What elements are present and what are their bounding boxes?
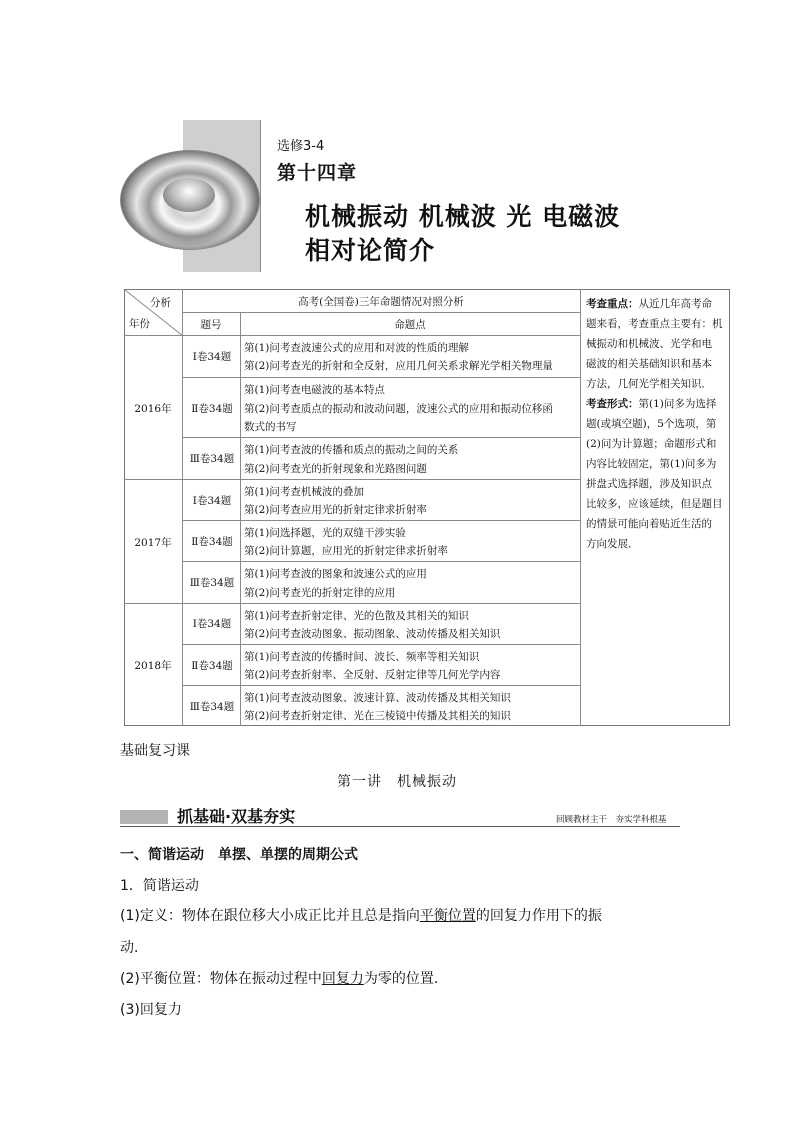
table-main-header: 高考(全国卷)三年命题情况对照分析 — [298, 296, 464, 308]
chapter-bar-edge — [260, 120, 261, 272]
lesson-title: 第一讲 机械振动 — [337, 774, 457, 790]
exam-point-line: 第(2)问考查光的折射定律的应用 — [244, 587, 396, 599]
focus-line: 械振动和机械波、光学和电 — [586, 338, 712, 350]
year-label: 2017年 — [134, 537, 172, 549]
col-header-points: 命题点 — [394, 319, 426, 331]
subsection-heading: 1．简谐运动 — [120, 878, 199, 894]
exam-point-line: 第(2)问考查应用光的折射定律求折射率 — [244, 504, 427, 516]
year-label: 2018年 — [134, 660, 172, 672]
focus-label: 考查重点： — [586, 298, 639, 310]
water-drop-center — [163, 178, 215, 212]
volume-label: Ⅲ卷34题 — [189, 701, 235, 713]
answer-equilibrium-position: 平衡位置 — [419, 908, 476, 924]
answer-restoring-force: 回复力 — [321, 971, 364, 987]
exam-point-line: 第(1)问考查波的传播和质点的振动之间的关系 — [244, 444, 459, 456]
exam-point-line: 第(1)问考查折射定律、光的色散及其相关的知识 — [244, 610, 469, 622]
volume-label: Ⅰ卷34题 — [192, 351, 232, 363]
course-type: 基础复习课 — [120, 743, 190, 759]
volume-label: Ⅱ卷34题 — [191, 660, 233, 672]
exam-point-line: 第(1)问考查电磁波的基本特点 — [244, 384, 385, 396]
focus-line: 磁波的相关基础知识和基本 — [586, 358, 712, 370]
volume-label: Ⅲ卷34题 — [189, 577, 235, 589]
chapter-title-line1: 机械振动 机械波 光 电磁波 — [305, 202, 621, 231]
form-line: 方向发展． — [586, 538, 639, 550]
table-hline — [182, 377, 580, 378]
exam-point-line: 第(1)问考查波动图象、波速计算、波动传播及其相关知识 — [244, 692, 511, 704]
table-vline — [580, 289, 581, 726]
section-band-motto: 回顾教材主干 夯实学科根基 — [556, 815, 667, 825]
focus-line: 题来看，考查重点主要有：机 — [586, 318, 723, 330]
section-band-rule — [120, 826, 680, 827]
table-hline — [182, 520, 580, 521]
table-hline — [124, 603, 580, 604]
table-hline — [182, 561, 580, 562]
exam-point-line: 第(1)问选择题，光的双缝干涉实验 — [244, 527, 406, 539]
form-line: 内容比较固定，第(1)问多为 — [586, 458, 717, 470]
col-header-volume: 题号 — [200, 319, 222, 331]
exam-point-line: 第(1)问考查波的图象和波速公式的应用 — [244, 568, 427, 580]
form-line: 的情景可能向着贴近生活的 — [586, 518, 712, 530]
form-line: 比较多，应该延续，但是题目 — [586, 498, 723, 510]
form-line: (2)问为计算题；命题形式和 — [586, 438, 717, 450]
table-hline — [182, 685, 580, 686]
table-hline — [182, 312, 580, 313]
focus-line: 考查重点：从近几年高考命 — [586, 298, 712, 310]
chapter-number: 第十四章 — [277, 162, 358, 184]
exam-point-line: 第(2)问考查折射定律、光在三棱镜中传播及其相关的知识 — [244, 710, 511, 722]
focus-line: 方法，几何光学相关知识． — [586, 378, 712, 390]
volume-label: Ⅰ卷34题 — [192, 618, 232, 630]
restoring-force-heading: (3)回复力 — [120, 1002, 182, 1018]
exam-focus-note — [586, 294, 726, 554]
table-vline — [182, 289, 183, 726]
volume-label: Ⅱ卷34题 — [191, 403, 233, 415]
volume-label: Ⅲ卷34题 — [189, 453, 235, 465]
elective-label: 选修3-4 — [277, 139, 325, 154]
chapter-title-line2: 相对论简介 — [305, 236, 436, 265]
section-band-marker — [120, 810, 168, 824]
table-hline — [182, 644, 580, 645]
table-hline — [124, 335, 580, 336]
form-line: 拼盘式选择题，涉及知识点 — [586, 478, 712, 490]
table-vline — [240, 312, 241, 726]
form-label: 考查形式： — [586, 398, 639, 410]
year-label: 2016年 — [134, 403, 172, 415]
exam-point-line: 第(2)问考查光的折射现象和光路图问题 — [244, 463, 427, 475]
corner-analysis: 分析 — [150, 297, 171, 309]
definition-line-continued: 动． — [120, 940, 148, 956]
corner-year: 年份 — [129, 318, 150, 330]
form-line: 考查形式：第(1)问多为选择 — [586, 398, 717, 410]
section-band-title: 抓基础·双基夯实 — [177, 807, 296, 826]
volume-label: Ⅰ卷34题 — [192, 495, 232, 507]
exam-point-line: 数式的书写 — [244, 421, 297, 433]
exam-point-line: 第(1)问考查波的传播时间、波长、频率等相关知识 — [244, 651, 480, 663]
exam-point-line: 第(2)问考查折射率、全反射、反射定律等几何光学内容 — [244, 669, 501, 681]
section-heading: 一、简谐运动 单摆、单摆的周期公式 — [120, 847, 358, 863]
table-hline — [124, 479, 580, 480]
exam-point-line: 第(2)问计算题，应用光的折射定律求折射率 — [244, 545, 448, 557]
definition-line: (1)定义：物体在跟位移大小成正比并且总是指向平衡位置的回复力作用下的振 — [120, 908, 602, 924]
chapter-title — [305, 200, 620, 268]
table-hline — [182, 437, 580, 438]
exam-point-line: 第(1)问考查波速公式的应用和对波的性质的理解 — [244, 342, 469, 354]
form-line: 题(或填空题)，5个选项，第 — [586, 418, 717, 430]
volume-label: Ⅱ卷34题 — [191, 536, 233, 548]
exam-point-line: 第(2)问考查波动图象、振动图象、波动传播及相关知识 — [244, 628, 501, 640]
exam-point-line: 第(2)问考查质点的振动和波动问题，波速公式的应用和振动位移函 — [244, 403, 553, 415]
exam-point-line: 第(2)问考查光的折射和全反射，应用几何关系求解光学相关物理量 — [244, 360, 553, 372]
equilibrium-line: (2)平衡位置：物体在振动过程中回复力为零的位置． — [120, 971, 448, 987]
exam-point-line: 第(1)问考查机械波的叠加 — [244, 486, 364, 498]
